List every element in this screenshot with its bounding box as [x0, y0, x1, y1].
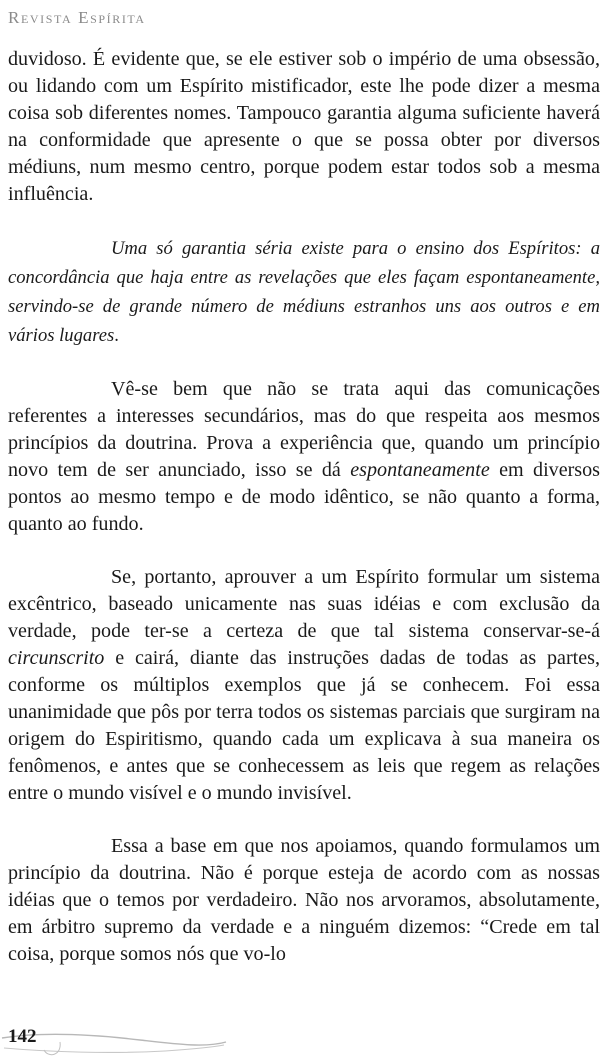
paragraph-text: Se, portanto, aprouver a um Espírito formular um sistema excêntrico, baseado unicamente nas suas idéias e com exclusão da verdade, pode ter-se a certeza de que tal sistema conservar-se-á	[8, 566, 600, 642]
paragraph-text: duvidoso. É evidente que, se ele estiver sob o império de uma obsessão, ou lidando com um Espírito mistificador, este lhe pode dizer a mesma coisa sob diferentes nomes. Tampouco garantia alguma suficiente haverá na conformidade que apresente o que se possa obter por diversos médiuns, num mesmo centro, porque podem estar todos sob a mesma influência.	[8, 48, 600, 205]
paragraph-italic-quote	[8, 234, 600, 350]
page-body	[8, 46, 600, 968]
paragraph-eccentric-system	[8, 564, 600, 807]
emphasis-circumscribed: circunscrito	[8, 647, 105, 669]
paragraph-continuation	[8, 46, 600, 208]
running-head-title: Revista Espírita	[8, 8, 146, 27]
paragraph-period: .	[114, 325, 119, 346]
page-number: 142	[8, 1026, 37, 1047]
paragraph-text: e cairá, diante das instruções dadas de todas as partes, conforme os múltiplos exemplos que já se conhecem. Foi essa unanimidade que pôs por terra todos os sistemas parciais que surgiram na origem do Espiritismo, quando cada um explicava à sua maneira os fenômenos, e antes que se conhecessem as leis que regem as relações entre o mundo visível e o mundo invisível.	[8, 647, 600, 804]
paragraph-text: em diversos pontos ao mesmo tempo e de modo idêntico, se não quanto a forma, quanto ao fundo.	[8, 459, 600, 535]
paragraph-experience	[8, 376, 600, 538]
emphasis-spontaneously: espontaneamente	[350, 459, 490, 481]
paragraph-text-italic: Uma só garantia séria existe para o ensino dos Espíritos: a concordância que haja entre as revelações que eles façam espontaneamente, servindo-se de grande número de médiuns estranhos uns aos outros e em vários lugares	[8, 238, 600, 346]
paragraph-text: Essa a base em que nos apoiamos, quando formulamos um princípio da doutrina. Não é porque esteja de acordo com as nossas idéias que o temos por verdadeiro. Não nos arvoramos, absolutamente, em árbitro supremo da verdade e a ninguém dizemos: “Crede em tal coisa, porque somos nós que vo-lo	[8, 835, 600, 965]
paragraph-text: Vê-se bem que não se trata aqui das comunicações referentes a interesses secundários, mas do que respeita aos mesmos princípios da doutrina. Prova a experiência que, quando um princípio novo tem de ser anunciado, isso se dá	[8, 378, 600, 481]
paragraph-basis	[8, 833, 600, 968]
